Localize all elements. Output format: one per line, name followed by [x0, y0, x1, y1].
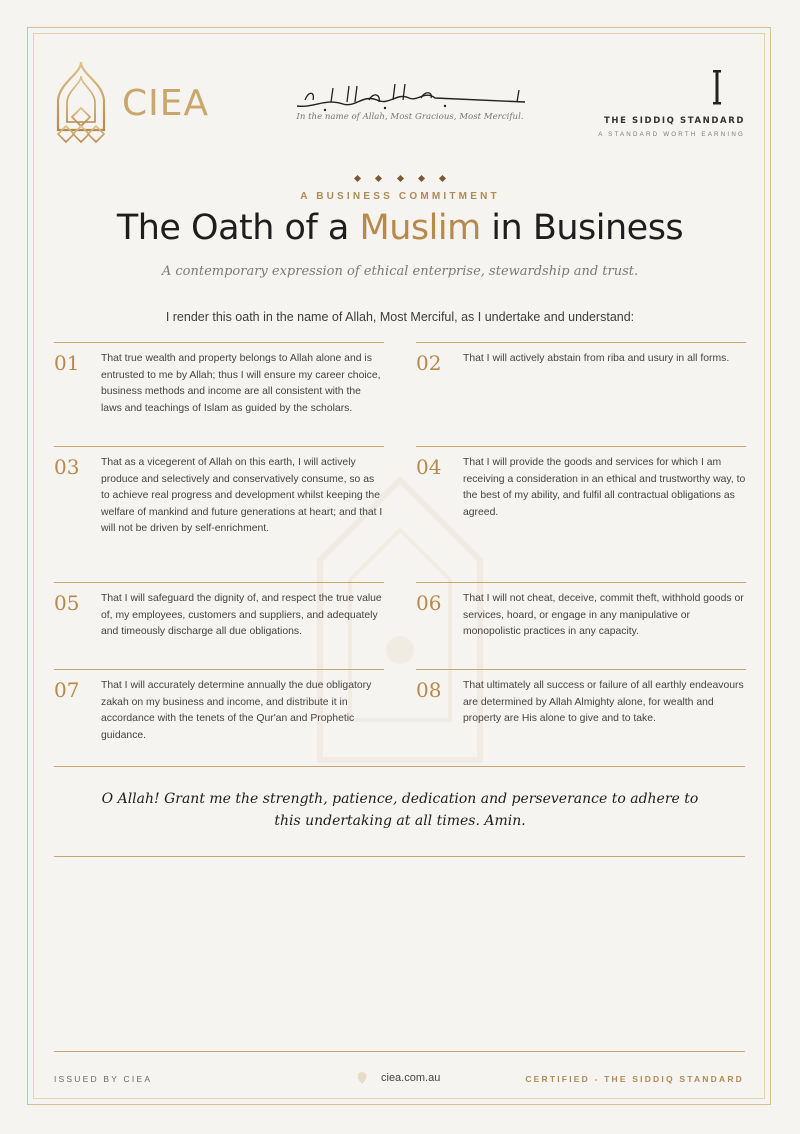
title-part-1: The Oath of a — [116, 208, 360, 248]
clause-number: 04 — [416, 455, 442, 479]
closing-prayer — [90, 788, 710, 832]
footer-website[interactable] — [357, 1072, 440, 1084]
prayer-top-divider — [54, 766, 745, 767]
prayer-bottom-divider — [54, 856, 745, 857]
clause-number: 06 — [416, 591, 442, 615]
clause-07 — [54, 669, 384, 744]
ciea-logo — [52, 60, 209, 146]
intro-statement: I render this oath in the name of Allah, Most Merciful, as I undertake and understand: — [165, 310, 635, 324]
clause-number: 05 — [54, 591, 80, 615]
prayer-line-1: O Allah! Grant me the strength, patience, dedication and perseverance to adhere to — [101, 791, 699, 807]
diamond-icon — [396, 175, 403, 182]
diamond-icon — [418, 175, 425, 182]
diamond-icon — [354, 175, 361, 182]
clause-06 — [416, 582, 746, 641]
clause-03 — [54, 446, 384, 538]
clause-04 — [416, 446, 746, 521]
clause-number: 01 — [54, 351, 80, 375]
clause-number: 08 — [416, 678, 442, 702]
siddiq-pillar-icon — [707, 68, 727, 108]
diamond-icon — [375, 175, 382, 182]
ciea-logo-text: CIEA — [122, 82, 210, 124]
clause-number: 07 — [54, 678, 80, 702]
ciea-emblem-icon — [52, 60, 110, 146]
clause-text: That I will provide the goods and services for which I am receiving a consideration in an ethical and trustworthy way, to the best of my ability, and fulfil all contractual obligations as agreed. — [463, 457, 746, 518]
bismillah-calligraphy-image — [285, 80, 535, 114]
footer-certified: CERTIFIED - THE SIDDIQ STANDARD — [525, 1074, 744, 1084]
bismillah-translation: In the name of Allah, Most Gracious, Most Merciful. — [296, 112, 524, 122]
clause-text: That as a vicegerent of Allah on this earth, I will actively produce and selectively and conservatively consume, so as to achieve real progress and development whilst keeping the welfare of mankind and future generations at heart; and that I will not be driven by self-enrichment. — [101, 457, 383, 534]
siddiq-standard-title: THE SIDDIQ STANDARD — [603, 116, 745, 126]
siddiq-standard-badge — [575, 68, 745, 138]
prayer-line-2: this undertaking at all times. Amin. — [274, 813, 526, 829]
clause-01 — [54, 342, 384, 417]
clause-05 — [54, 582, 384, 641]
footer-issued-by: ISSUED BY CIEA — [54, 1074, 153, 1084]
clause-text: That I will accurately determine annually the due obligatory zakah on my business and income, and distribute it in accordance with the tenets of the Qur'an and Prophetic guidance. — [101, 680, 372, 741]
clause-text: That I will actively abstain from riba and usury in all forms. — [463, 353, 730, 364]
clause-number: 02 — [416, 351, 442, 375]
clause-text: That true wealth and property belongs to Allah alone and is entrusted to me by Allah; thus I will ensure my career choice, business methods and income are all consistent with the laws and teachings of Islam as guided by the scholars. — [101, 353, 381, 414]
website-link[interactable]: ciea.com.au — [381, 1072, 441, 1084]
page-subtitle: A contemporary expression of ethical enterprise, stewardship and trust. — [161, 264, 639, 279]
clause-text: That I will safeguard the dignity of, and respect the true value of, my employees, customers and suppliers, and adequately and timeously discharge all due obligations. — [101, 593, 382, 637]
clause-02 — [416, 342, 746, 373]
clause-text: That I will not cheat, deceive, commit theft, withhold goods or services, hoard, or engage in any manipulative or monopolistic practices in any capacity. — [463, 593, 744, 637]
diamond-icon — [439, 175, 446, 182]
bismillah-block — [270, 80, 550, 122]
kicker-label: A BUSINESS COMMITMENT — [300, 191, 500, 202]
title-accent-word: Muslim — [359, 208, 481, 248]
clause-text: That ultimately all success or failure of all earthly endeavours are determined by Allah Almighty alone, for wealth and property are His alone to give and to take. — [463, 680, 744, 724]
footer-divider — [54, 1051, 745, 1052]
diamond-divider — [0, 168, 800, 186]
title-part-2: in Business — [480, 208, 684, 248]
siddiq-standard-subtitle: A STANDARD WORTH EARNING — [598, 131, 745, 138]
clause-number: 03 — [54, 455, 80, 479]
clause-08 — [416, 669, 746, 728]
page-title — [0, 208, 800, 248]
location-pin-icon — [357, 1072, 367, 1084]
